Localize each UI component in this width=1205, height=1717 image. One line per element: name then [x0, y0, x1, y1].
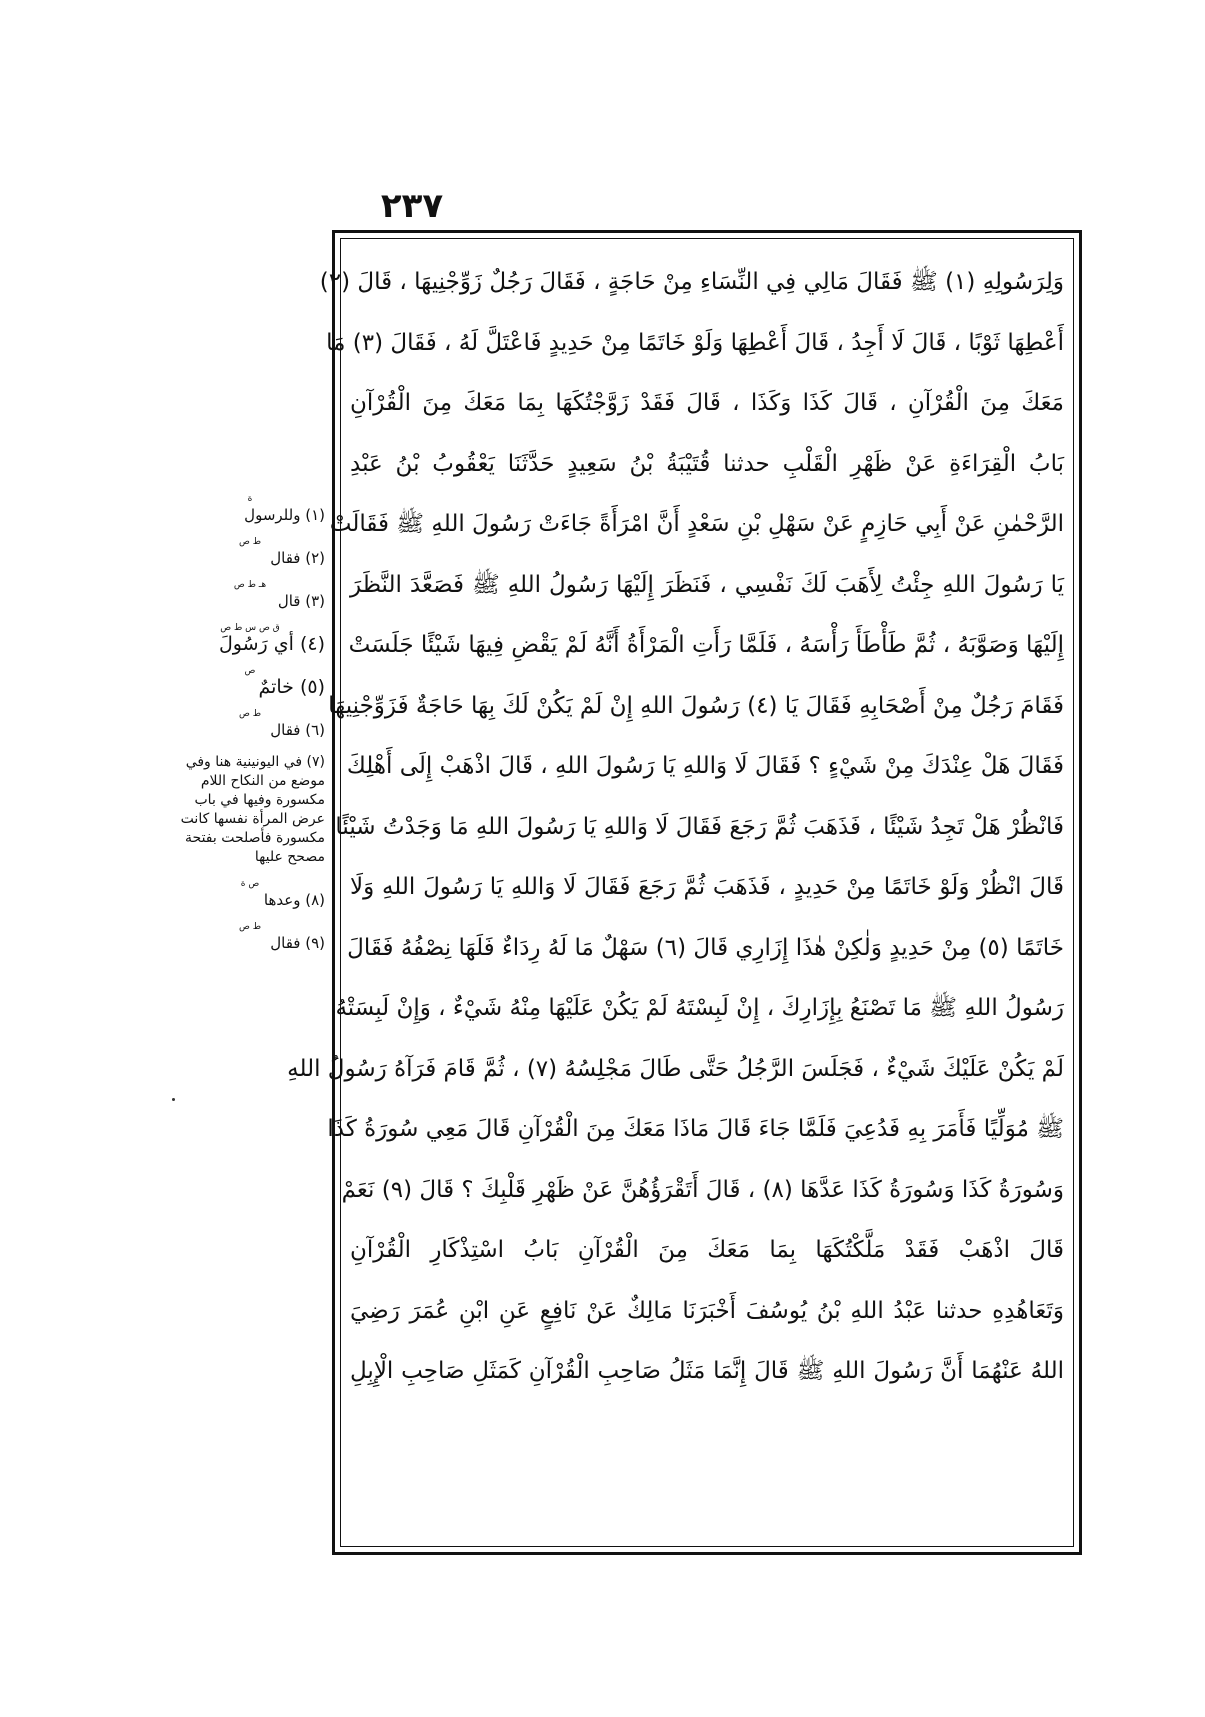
note-marker: ط ص: [238, 537, 262, 547]
note-text: (٦) فقال: [270, 721, 325, 739]
note-text: (٢) فقال: [270, 549, 325, 567]
note-marker: ط ص: [238, 922, 262, 932]
note-text: (٨) وعدها: [263, 891, 325, 909]
note-text: (٣) قال: [277, 592, 325, 610]
text-line: قَالَ انْظُرْ وَلَوْ خَاتَمًا مِنْ حَدِيدٍ ، فَذَهَبَ ثُمَّ رَجَعَ فَقَالَ لَا وَاللهِ يَا رَسُولَ اللهِ وَلَا: [350, 874, 1064, 900]
text-line: مَعَكَ مِنَ الْقُرْآنِ ، قَالَ كَذَا وَكَذَا ، قَالَ فَقَدْ زَوَّجْتُكَهَا بِمَا مَعَكَ مِنَ الْقُرْآنِ: [350, 390, 1064, 416]
text-line: فَانْظُرْ هَلْ تَجِدُ شَيْئًا ، فَذَهَبَ ثُمَّ رَجَعَ فَقَالَ لَا وَاللهِ يَا رَسُولَ اللهِ مَا وَجَدْتُ شَيْئًا: [335, 813, 1064, 840]
stray-ink-dot: [172, 1098, 175, 1101]
note-marker: ق ص س ط ص: [220, 623, 280, 633]
note-text: (٤) أي رَسُولَ: [219, 633, 325, 655]
note-marker: ص ة: [240, 879, 260, 889]
margin-note: [175, 753, 325, 867]
text-line: رَسُولُ اللهِ ﷺ مَا تَصْنَعُ بِإِزَارِكَ ، إِنْ لَبِسْتَهُ لَمْ يَكُنْ عَلَيْهَا مِنْهُ شَيْءٌ ، وَإِنْ لَبِسَتْهُ: [335, 995, 1064, 1021]
page-number: ٢٣٧: [380, 186, 444, 226]
note-marker: ة: [247, 494, 253, 504]
text-line: يَا رَسُولَ اللهِ جِئْتُ لِأَهَبَ لَكَ نَفْسِي ، فَنَظَرَ إِلَيْهَا رَسُولُ اللهِ ﷺ فَصَعَّدَ النَّظَرَ: [350, 571, 1064, 598]
margin-note: [175, 923, 325, 953]
text-line: إِلَيْهَا وَصَوَّبَهُ ، ثُمَّ طَأْطَأَ رَأْسَهُ ، فَلَمَّا رَأَتِ الْمَرْأَةُ أَنَّهُ لَمْ يَقْضِ فِيهَا شَيْئًا جَلَسَتْ: [348, 632, 1064, 658]
text-line: اللهُ عَنْهُمَا أَنَّ رَسُولَ اللهِ ﷺ قَالَ إِنَّمَا مَثَلُ صَاحِبِ الْقُرْآنِ كَمَثَلِ صَاحِبِ الْإِبِلِ: [350, 1358, 1064, 1384]
margin-note: [175, 538, 325, 568]
text-line: وَلِرَسُولِهِ (١) ﷺ فَقَالَ مَالِي فِي النِّسَاءِ مِنْ حَاجَةٍ ، فَقَالَ رَجُلٌ زَوِّجْنِيهَا ، قَالَ (٢): [319, 269, 1064, 295]
margin-note: [175, 710, 325, 740]
note-text: (١) وللرسول: [244, 506, 325, 524]
margin-notes: [175, 495, 325, 966]
text-line: فَقَامَ رَجُلٌ مِنْ أَصْحَابِهِ فَقَالَ يَا (٤) رَسُولَ اللهِ إِنْ لَمْ يَكُنْ لَكَ بِهَا حَاجَةٌ فَزَوِّجْنِيهَا: [328, 692, 1064, 719]
margin-note: [175, 880, 325, 910]
text-line: الرَّحْمٰنِ عَنْ أَبِي حَازِمٍ عَنْ سَهْلِ بْنِ سَعْدٍ أَنَّ امْرَأَةً جَاءَتْ رَسُولَ اللهِ ﷺ فَقَالَتْ: [329, 511, 1064, 537]
note-text: (٥) خاتمٌ: [258, 676, 325, 698]
text-line: وَتَعَاهُدِهِ حدثنا عَبْدُ اللهِ بْنُ يُوسُفَ أَخْبَرَنَا مَالِكٌ عَنْ نَافِعٍ عَنِ ابْنِ عُمَرَ رَضِيَ: [350, 1297, 1064, 1324]
text-line: فَقَالَ هَلْ عِنْدَكَ مِنْ شَيْءٍ ؟ فَقَالَ لَا وَاللهِ يَا رَسُولَ اللهِ ، قَالَ اذْهَبْ إِلَى أَهْلِكَ: [346, 753, 1064, 779]
text-line-bab-heading: بَابُ الْقِرَاءَةِ عَنْ ظَهْرِ الْقَلْبِ حدثنا قُتَيْبَةُ بْنُ سَعِيدٍ حَدَّثَنَا يَعْقُوبُ بْنُ عَبْدِ: [350, 450, 1064, 477]
note-marker: ط ص: [238, 709, 262, 719]
text-line: أَعْطِهَا ثَوْبًا ، قَالَ لَا أَجِدُ ، قَالَ أَعْطِهَا وَلَوْ خَاتَمًا مِنْ حَدِيدٍ فَاعْتَلَّ لَهُ ، فَقَالَ (٣) مَا: [326, 329, 1064, 356]
text-line: لَمْ يَكُنْ عَلَيْكَ شَيْءٌ ، فَجَلَسَ الرَّجُلُ حَتَّى طَالَ مَجْلِسُهُ (٧) ، ثُمَّ قَامَ فَرَآهُ رَسُولُ اللهِ: [287, 1055, 1064, 1082]
text-line: وَسُورَةُ كَذَا وَسُورَةُ كَذَا عَدَّهَا (٨) ، قَالَ أَتَقْرَؤُهُنَّ عَنْ ظَهْرِ قَلْبِكَ ؟ قَالَ (٩) نَعَمْ: [341, 1176, 1064, 1203]
margin-note: [175, 581, 325, 611]
text-line: ﷺ مُوَلِّيًا فَأَمَرَ بِهِ فَدُعِيَ فَلَمَّا جَاءَ قَالَ مَاذَا مَعَكَ مِنَ الْقُرْآنِ قَالَ مَعِي سُورَةُ كَذَا: [327, 1116, 1064, 1142]
text-line-bab-heading: قَالَ اذْهَبْ فَقَدْ مَلَّكْتُكَهَا بِمَا مَعَكَ مِنَ الْقُرْآنِ بَابُ اسْتِذْكَارِ الْقُرْآنِ: [350, 1237, 1064, 1263]
note-marker: هـ ط ص: [233, 580, 267, 590]
text-line: خَاتَمًا (٥) مِنْ حَدِيدٍ وَلٰكِنْ هٰذَا إِزَارِي قَالَ (٦) سَهْلٌ مَا لَهُ رِدَاءٌ فَلَهَا نِصْفُهُ فَقَالَ: [347, 934, 1064, 961]
note-text: (٧) في اليونينية هنا وفي موضع من النكاح اللام مكسورة وفيها في باب عرض المرأة نفسها كانت مكسورة فأصلحت بفتحة مصحح عليها: [180, 754, 325, 865]
margin-note: [175, 495, 325, 525]
note-marker: ص: [244, 666, 256, 676]
note-text: (٩) فقال: [270, 934, 325, 952]
margin-note: [175, 624, 325, 654]
margin-note: [175, 667, 325, 697]
